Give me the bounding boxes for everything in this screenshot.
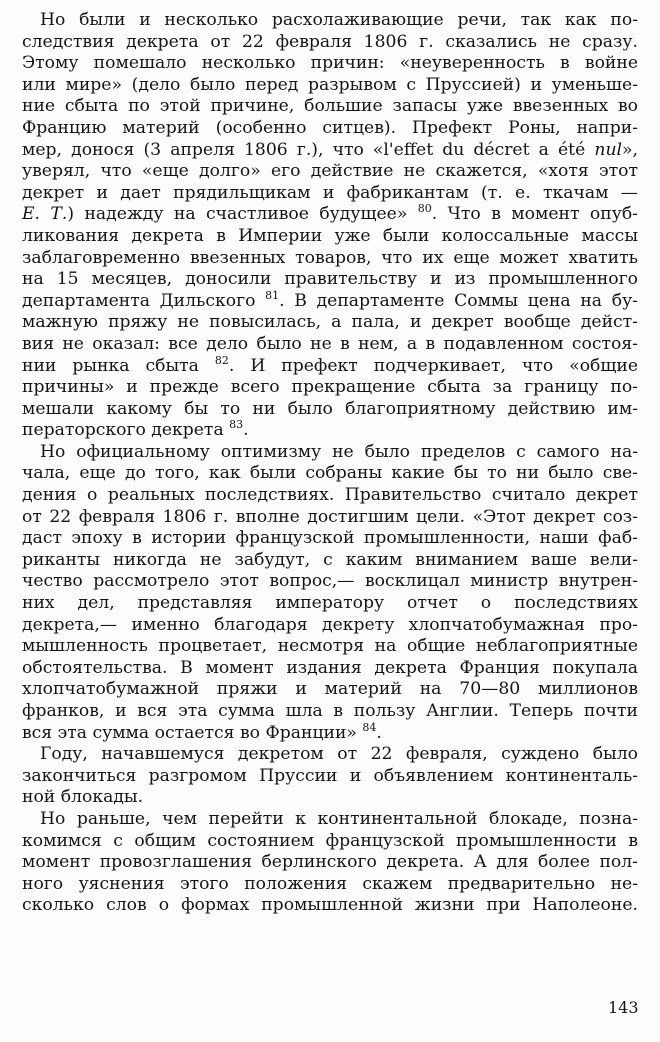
text-line	[22, 161, 638, 183]
paragraph	[22, 809, 638, 917]
body-text	[22, 10, 638, 917]
text-line	[22, 895, 638, 917]
text-line	[22, 312, 638, 334]
text-run: причины» и прежде всего прекращение сбыта за границу по-	[22, 377, 638, 398]
text-run: вся эта сумма остается во Франции»	[22, 722, 363, 743]
text-run: Но официальному оптимизму не было пределов с самого на-	[40, 441, 638, 462]
text-line	[22, 809, 638, 831]
text-run: ператорского декрета	[22, 420, 230, 441]
text-line	[22, 53, 638, 75]
text-run: Но раньше, чем перейти к континентальной блокаде, позна-	[40, 808, 638, 829]
text-run: департамента Дильского	[22, 290, 266, 311]
text-run: декрета,— именно благодаря декрету хлопчатобумажная про-	[22, 614, 638, 635]
paragraph	[22, 744, 638, 809]
text-line	[22, 852, 638, 874]
text-run: уверял, что «еще долго» его действие не скажется, «хотя этот	[22, 161, 638, 182]
footnote-ref: 82	[214, 353, 229, 367]
text-run: чала, еще до того, как были собраны какие бы то ни было све-	[22, 463, 638, 484]
italic-text: nul	[594, 139, 623, 160]
text-run: или мире» (дело было перед разрывом с Пруссией) и уменьше-	[22, 74, 638, 95]
text-run: даст эпоху в истории французской промышленности, наши фаб-	[22, 528, 638, 549]
text-line	[22, 874, 638, 896]
text-run: чество рассмотрело этот вопрос,— восклицал министр внутрен-	[22, 571, 638, 592]
text-run: мышленность процветает, несмотря на общие неблагоприятные	[22, 636, 638, 657]
text-line	[22, 377, 638, 399]
footnote-ref: 84	[362, 720, 377, 734]
footnote-ref: 81	[265, 288, 280, 302]
text-run: сколько слов о формах промышленной жизни при Наполеоне.	[22, 895, 638, 916]
text-line	[22, 720, 638, 745]
paragraph	[22, 442, 638, 744]
text-line	[22, 334, 638, 356]
footnote-ref: 83	[229, 418, 244, 432]
text-line	[22, 701, 638, 723]
text-line	[22, 615, 638, 637]
text-run: . В департаменте Соммы цена на бу-	[279, 290, 638, 311]
text-line	[22, 766, 638, 788]
text-line	[22, 32, 638, 54]
page-number: 143	[608, 998, 639, 1017]
text-line	[22, 507, 638, 529]
text-run: следствия декрета от 22 февраля 1806 г. сказались не сразу.	[22, 31, 638, 52]
text-line	[22, 399, 638, 421]
text-run: мер, донося (3 апреля 1806 г.), что «l'effet du décret a été	[22, 139, 595, 160]
text-line	[22, 528, 638, 550]
text-run: .	[376, 722, 382, 743]
text-line	[22, 96, 638, 118]
text-line	[22, 636, 638, 658]
text-run: ликования декрета в Империи уже были колоссальные массы	[22, 225, 638, 246]
text-line	[22, 420, 638, 442]
text-run: на 15 месяцев, доносили правительству и из промышленного	[22, 269, 638, 290]
text-run: мажную пряжу не повысилась, а пала, и декрет вообще дейст-	[22, 312, 638, 333]
text-line	[22, 831, 638, 853]
text-line	[22, 485, 638, 507]
text-line	[22, 269, 638, 291]
text-run: от 22 февраля 1806 г. вполне достигшим цели. «Этот декрет соз-	[22, 506, 638, 527]
text-line	[22, 75, 638, 97]
text-run: ) надежду на счастливое будущее»	[67, 204, 418, 225]
text-run: .	[243, 420, 249, 441]
text-run: ной блокады.	[22, 787, 144, 808]
text-line	[22, 140, 638, 162]
text-run: риканты никогда не забудут, с каким вниманием ваше вели-	[22, 549, 638, 570]
text-line	[22, 183, 638, 205]
text-line	[22, 204, 638, 226]
text-line	[22, 463, 638, 485]
text-line	[22, 593, 638, 615]
text-run: франков, и вся эта сумма шла в пользу Англии. Теперь почти	[22, 701, 638, 721]
text-run: Францию материй (особенно ситцев). Префект Роны, напри-	[22, 117, 638, 138]
text-line	[22, 744, 638, 766]
italic-text: Е. Т.	[22, 204, 68, 225]
text-run: момент провозглашения берлинского декрета. А для более пол-	[22, 852, 638, 873]
text-line	[22, 658, 638, 680]
text-line	[22, 571, 638, 593]
text-run: закончиться разгромом Пруссии и объявлением континенталь-	[22, 765, 638, 786]
text-line	[22, 248, 638, 270]
text-run: ние сбыта по этой причине, большие запасы уже ввезенных во	[22, 96, 638, 117]
text-line	[22, 10, 638, 32]
text-line	[22, 787, 638, 809]
text-run: Но были и несколько расхолаживающие речи, так как по-	[40, 10, 638, 30]
text-run: хлопчатобумажной пряжи и материй на 70—80 миллионов	[22, 679, 638, 700]
text-run: Этому помешало несколько причин: «неуверенность в войне	[22, 53, 638, 74]
text-run: них дел, представляя императору отчет о последствиях	[22, 593, 638, 614]
text-run: комимся с общим состоянием французской промышленности в	[22, 830, 638, 851]
footnote-ref: 80	[417, 202, 432, 216]
text-run: нии рынка сбыта	[22, 355, 215, 376]
text-run: Году, начавшемуся декретом от 22 февраля, суждено было	[40, 744, 638, 765]
text-run: мешали какому бы то ни было благоприятному действию им-	[22, 398, 638, 419]
text-run: . Что в момент опуб-	[431, 204, 638, 225]
text-run: декрет и дает прядильщикам и фабрикантам (т. е. ткачам —	[22, 182, 638, 203]
text-line	[22, 353, 638, 378]
text-run: . И префект подчеркивает, что «общие	[228, 355, 638, 376]
text-run: заблаговременно ввезенных товаров, что их еще может хватить	[22, 247, 638, 268]
text-run: дения о реальных последствиях. Правительство считало декрет	[22, 485, 638, 506]
paragraph	[22, 10, 638, 442]
text-line	[22, 118, 638, 140]
text-run: ного уяснения этого положения скажем предварительно не-	[22, 873, 638, 894]
text-run: обстоятельства. В момент издания декрета Франция покупала	[22, 657, 638, 678]
text-run: вия не оказал: все дело было не в нем, а в подавленном состоя-	[22, 333, 638, 354]
text-line	[22, 442, 638, 464]
text-line	[22, 226, 638, 248]
text-line	[22, 679, 638, 701]
text-run: »,	[622, 139, 638, 160]
text-line	[22, 288, 638, 313]
text-line	[22, 550, 638, 572]
